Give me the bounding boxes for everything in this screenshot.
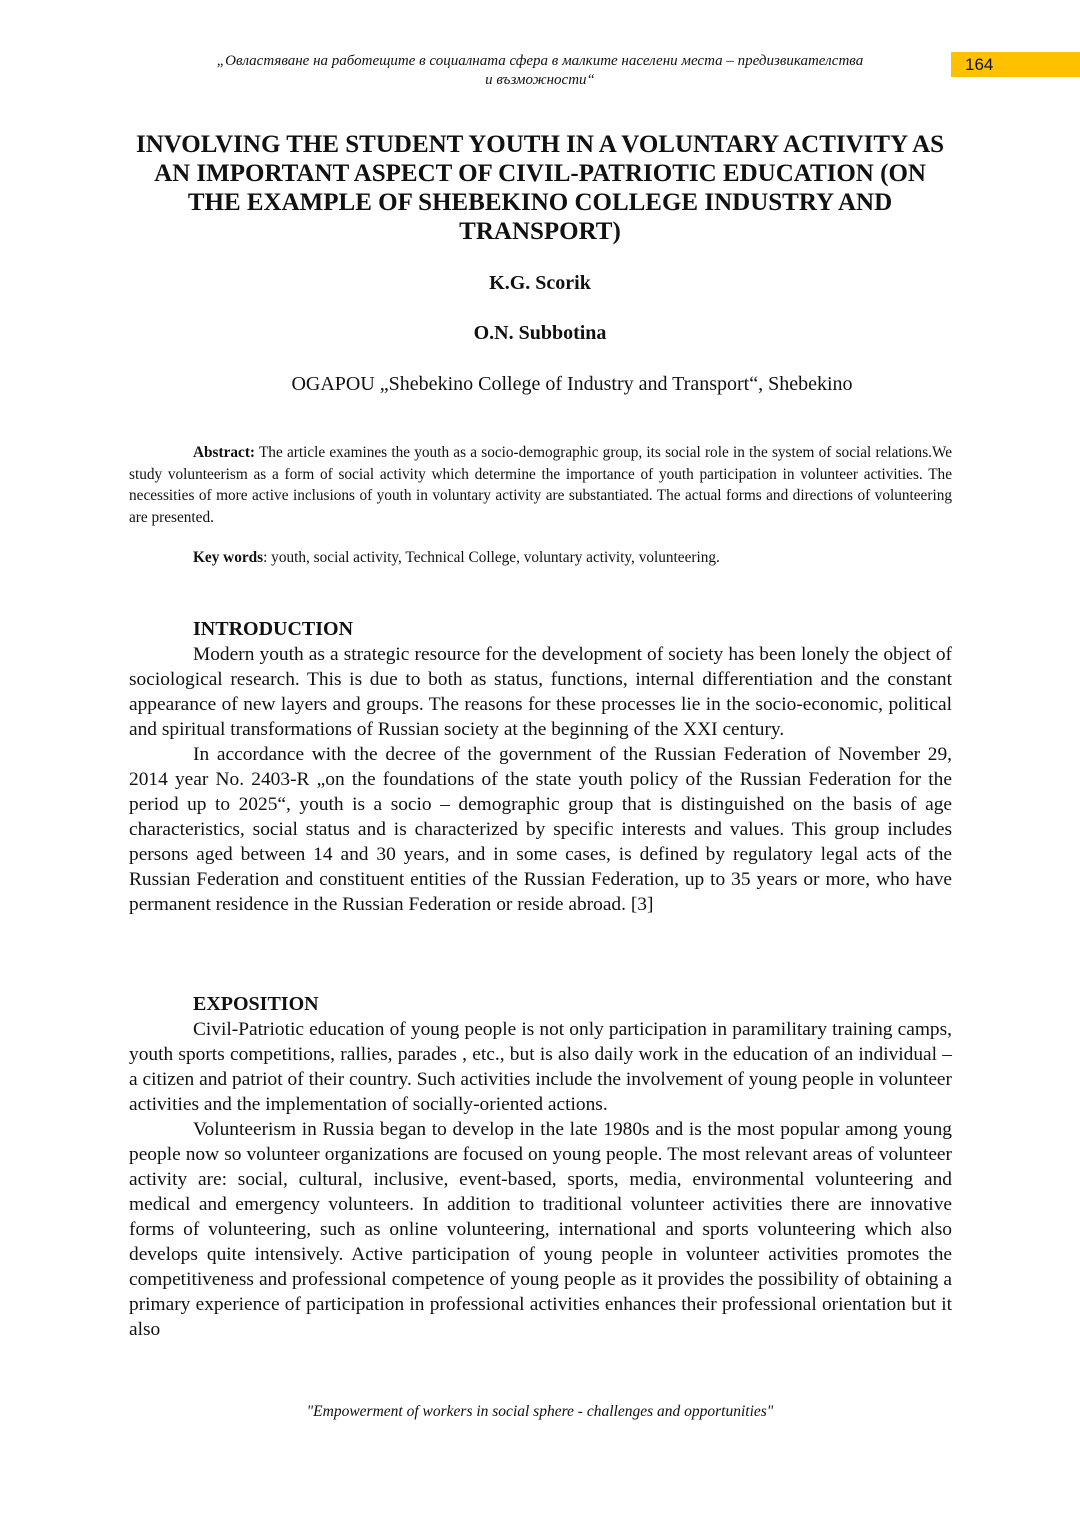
keywords-text: : youth, social activity, Technical College, voluntary activity, volunteering. xyxy=(263,549,720,566)
abstract-text: The article examines the youth as a socio-demographic group, its social role in the system of social relations.We study volunteerism as a form of social activity which determine the importance of youth participation in volunteer activities. The necessities of more active inclusions of youth in voluntary activity are substantiated. The actual forms and directions of volunteering are presented. xyxy=(129,444,952,526)
author-2: O.N. Subbotina xyxy=(473,322,607,344)
affiliation: OGAPOU „Shebekino College of Industry and Transport“, Shebekino xyxy=(291,373,853,395)
page-number-badge: 164 xyxy=(951,52,1080,77)
exposition-paragraph-1: Civil-Patriotic education of young people is not only participation in paramilitary training camps, youth sports competitions, rallies, parades , etc., but is also daily work in the education of an individual – a citizen and patriot of their country. Such activities include the involvement of young people in volunteer activities and the implementation of socially-oriented actions. xyxy=(129,1019,952,1115)
exposition-paragraph-2: Volunteerism in Russia began to develop in the late 1980s and is the most popular among young people now so volunteer organizations are focused on young people. The most relevant areas of volunteer activity are: social, cultural, inclusive, event-based, sports, media, environmental volunteering and medical and emergency volunteers. In addition to traditional volunteer activities there are innovative forms of volunteering, such as online volunteering, international and sports volunteering which also develops quite intensively. Active participation of young people in volunteer activities promotes the competitiveness and professional competence of young people as it provides the possibility of obtaining a primary experience of participation in professional activities enhances their professional orientation but it also xyxy=(129,1119,952,1340)
introduction-section xyxy=(129,617,952,917)
exposition-section xyxy=(129,992,952,1342)
author-1: K.G. Scorik xyxy=(489,272,591,294)
exposition-heading: EXPOSITION xyxy=(193,993,319,1015)
running-header xyxy=(130,52,950,90)
introduction-paragraph-2: In accordance with the decree of the government of the Russian Federation of November 29, 2014 year No. 2403-R „on the foundations of the state youth policy of the Russian Federation for the period up to 2025“, youth is a socio – demographic group that is distinguished on the basis of age characteristics, social status and is characterized by specific interests and values. This group includes persons aged between 14 and 30 years, and in some cases, is defined by regulatory legal acts of the Russian Federation and constituent entities of the Russian Federation, up to 35 years or more, who have permanent residence in the Russian Federation or reside abroad. [3] xyxy=(129,744,952,915)
abstract xyxy=(129,442,952,528)
running-footer: "Empowerment of workers in social sphere - challenges and opportunities" xyxy=(306,1403,774,1420)
running-header-line-1: „Овластяване на работещите в социалната сфера в малките населени места – предизвикателства xyxy=(216,53,864,69)
keywords xyxy=(129,547,952,569)
abstract-label: Abstract: xyxy=(193,444,256,461)
introduction-heading: INTRODUCTION xyxy=(193,618,354,640)
keywords-label: Key words xyxy=(193,549,264,566)
paper-title: INVOLVING THE STUDENT YOUTH IN A VOLUNTARY ACTIVITY AS AN IMPORTANT ASPECT OF CIVIL-PATRIOTIC EDUCATION (ON THE EXAMPLE OF SHEBEKINO COLLEGE INDUSTRY AND TRANSPORT) xyxy=(135,131,945,245)
introduction-paragraph-1: Modern youth as a strategic resource for the development of society has been lonely the object of sociological research. This is due to both as status, functions, internal differentiation and the constant appearance of new layers and groups. The reasons for these processes lie in the socio-economic, political and spiritual transformations of Russian society at the beginning of the XXI century. xyxy=(129,644,952,740)
running-header-line-2: и възможности“ xyxy=(485,72,595,88)
